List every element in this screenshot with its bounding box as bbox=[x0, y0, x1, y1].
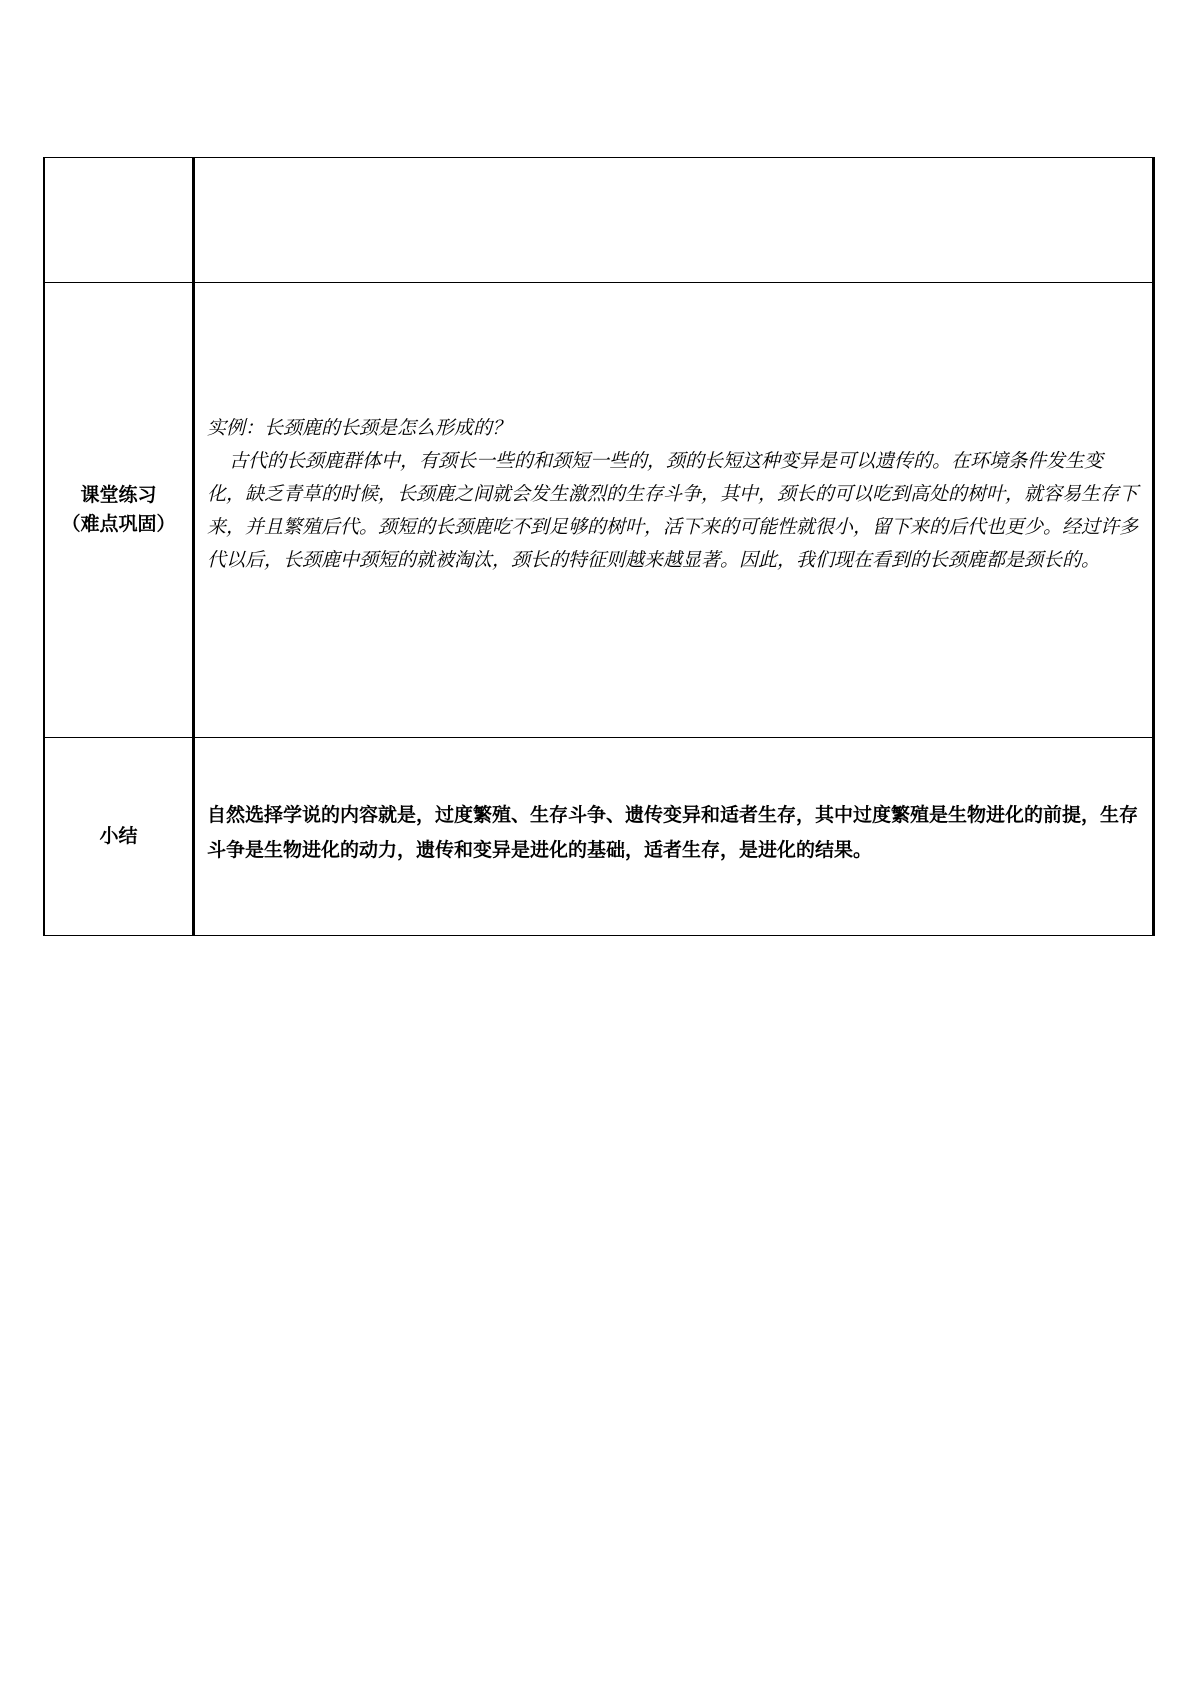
row-label-summary bbox=[44, 738, 194, 936]
table-row-summary bbox=[44, 738, 1154, 936]
row-content-blank bbox=[194, 158, 1154, 283]
practice-sublabel: （难点巩固） bbox=[61, 513, 176, 535]
row-label-blank bbox=[44, 158, 194, 283]
practice-label: 课堂练习 bbox=[80, 484, 157, 506]
summary-text: 自然选择学说的内容就是，过度繁殖、生存斗争、遗传变异和适者生存，其中过度繁殖是生物进化的前提，生存斗争是生物进化的动力，遗传和变异是进化的基础，适者生存，是进化的结果。 bbox=[207, 803, 1139, 861]
table-row-practice bbox=[44, 283, 1154, 738]
example-body: 古代的长颈鹿群体中，有颈长一些的和颈短一些的，颈的长短这种变异是可以遗传的。在环境条件发生变化，缺乏青草的时候，长颈鹿之间就会发生激烈的生存斗争，其中，颈长的可以吃到高处的树叶，就容易生存下来，并且繁殖后代。颈短的长颈鹿吃不到足够的树叶，活下来的可能性就很小，留下来的后代也更少。经过许多代以后，长颈鹿中颈短的就被淘汰，颈长的特征则越来越显著。因此，我们现在看到的长颈鹿都是颈长的。 bbox=[207, 449, 1139, 571]
row-content-summary bbox=[194, 738, 1154, 936]
summary-label: 小结 bbox=[99, 825, 138, 847]
lesson-table bbox=[43, 157, 1155, 936]
practice-example bbox=[207, 412, 1140, 577]
example-title: 实例：长颈鹿的长颈是怎么形成的？ bbox=[207, 416, 512, 439]
row-label-practice bbox=[44, 283, 194, 738]
table-row-blank bbox=[44, 158, 1154, 283]
row-content-practice bbox=[194, 283, 1154, 738]
